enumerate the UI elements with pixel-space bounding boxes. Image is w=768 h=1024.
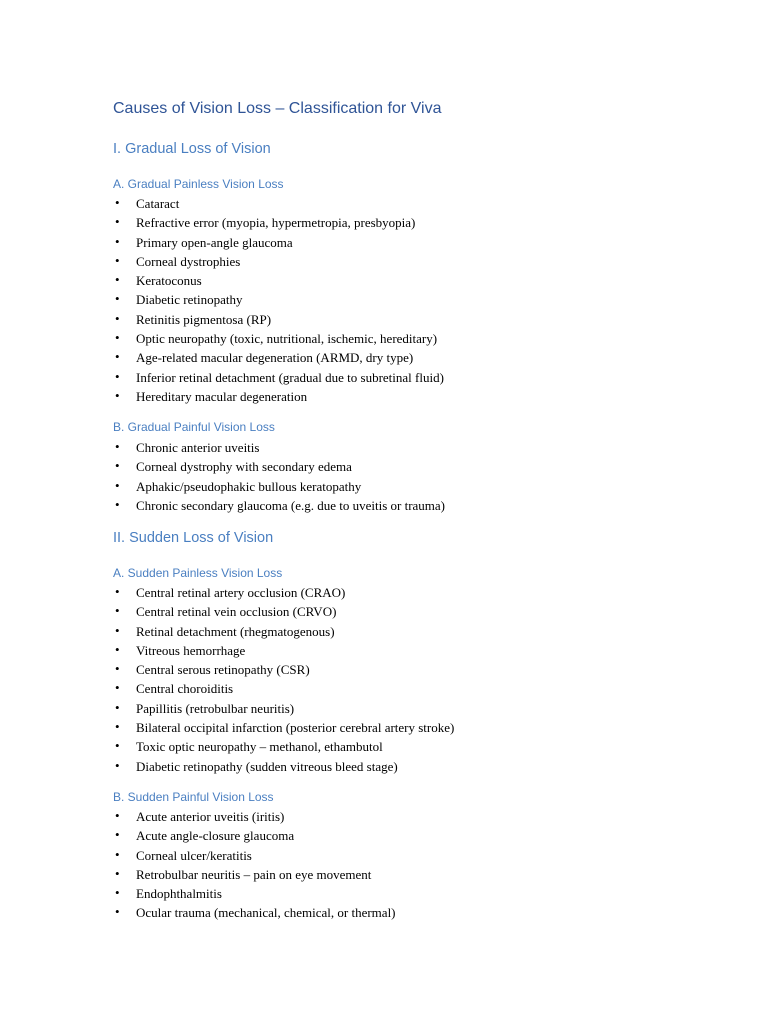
list-item-text: Keratoconus xyxy=(136,273,202,289)
bullet-icon: • xyxy=(115,214,120,230)
subsection-heading-gradual-painless: A. Gradual Painless Vision Loss xyxy=(113,177,284,191)
bullet-icon: • xyxy=(115,757,120,773)
list-item-text: Hereditary macular degeneration xyxy=(136,388,308,404)
list-item-text: Retinal detachment (rhegmatogenous) xyxy=(136,623,335,639)
list-item xyxy=(113,826,396,845)
list-item xyxy=(113,213,444,232)
list-item xyxy=(113,233,444,252)
list-item xyxy=(113,641,454,660)
bullet-icon: • xyxy=(115,496,120,512)
list-item xyxy=(113,310,444,329)
list-item xyxy=(113,348,444,367)
subsection-heading-gradual-painful: B. Gradual Painful Vision Loss xyxy=(113,420,275,434)
list-item xyxy=(113,884,396,903)
list-item-text: Corneal dystrophy with secondary edema xyxy=(136,459,352,475)
bullet-icon: • xyxy=(115,330,120,346)
list-item-text: Endophthalmitis xyxy=(136,886,222,902)
bullet-icon: • xyxy=(115,387,120,403)
list-item-text: Chronic anterior uveitis xyxy=(136,440,260,455)
list-item-text: Corneal ulcer/keratitis xyxy=(136,847,252,863)
bullet-icon: • xyxy=(115,368,120,384)
list-item xyxy=(113,387,444,406)
list-gradual-painful xyxy=(113,438,445,515)
bullet-icon: • xyxy=(115,252,120,268)
list-item xyxy=(113,602,454,621)
list-item-text: Corneal dystrophies xyxy=(136,253,241,269)
list-item xyxy=(113,737,454,756)
list-sudden-painful xyxy=(113,807,396,923)
list-item xyxy=(113,718,454,737)
bullet-icon: • xyxy=(115,865,120,881)
list-item xyxy=(113,194,444,213)
list-item xyxy=(113,660,454,679)
bullet-icon: • xyxy=(115,458,120,474)
list-item xyxy=(113,457,445,476)
bullet-icon: • xyxy=(115,439,120,454)
section-heading-sudden: II. Sudden Loss of Vision xyxy=(113,530,274,546)
list-item-text: Diabetic retinopathy (sudden vitreous bleed stage) xyxy=(136,758,398,774)
subsection-heading-sudden-painless: A. Sudden Painless Vision Loss xyxy=(113,566,283,580)
document-title: Causes of Vision Loss – Classification for Viva xyxy=(113,100,442,117)
bullet-icon: • xyxy=(115,195,120,210)
list-item-text: Central retinal vein occlusion (CRVO) xyxy=(136,604,337,620)
list-item xyxy=(113,757,454,776)
bullet-icon: • xyxy=(115,477,120,493)
list-item-text: Central retinal artery occlusion (CRAO) xyxy=(136,585,346,600)
list-item xyxy=(113,807,396,826)
list-item-text: Retinitis pigmentosa (RP) xyxy=(136,311,272,327)
list-item-text: Acute angle-closure glaucoma xyxy=(136,828,295,844)
list-gradual-painless xyxy=(113,194,444,406)
list-item xyxy=(113,622,454,641)
list-item-text: Vitreous hemorrhage xyxy=(136,642,246,658)
bullet-icon: • xyxy=(115,310,120,326)
bullet-icon: • xyxy=(115,641,120,657)
list-item-text: Central choroiditis xyxy=(136,681,234,697)
list-item xyxy=(113,679,454,698)
bullet-icon: • xyxy=(115,904,120,920)
bullet-icon: • xyxy=(115,885,120,901)
list-item-text: Age-related macular degeneration (ARMD, dry type) xyxy=(136,350,414,366)
list-item xyxy=(113,477,445,496)
list-item-text: Central serous retinopathy (CSR) xyxy=(136,662,310,678)
list-item xyxy=(113,271,444,290)
subsection-heading-sudden-painful: B. Sudden Painful Vision Loss xyxy=(113,790,274,804)
bullet-icon: • xyxy=(115,584,120,599)
list-item xyxy=(113,368,444,387)
list-item-text: Optic neuropathy (toxic, nutritional, ischemic, hereditary) xyxy=(136,331,438,347)
list-sudden-painless xyxy=(113,583,454,776)
list-item-text: Refractive error (myopia, hypermetropia, presbyopia) xyxy=(136,215,416,231)
list-item xyxy=(113,583,454,602)
bullet-icon: • xyxy=(115,738,120,754)
list-item xyxy=(113,290,444,309)
bullet-icon: • xyxy=(115,603,120,619)
bullet-icon: • xyxy=(115,622,120,638)
bullet-icon: • xyxy=(115,719,120,735)
list-item-text: Papillitis (retrobulbar neuritis) xyxy=(136,700,295,716)
list-item xyxy=(113,699,454,718)
bullet-icon: • xyxy=(115,661,120,677)
list-item xyxy=(113,252,444,271)
bullet-icon: • xyxy=(115,808,120,823)
list-item-text: Ocular trauma (mechanical, chemical, or thermal) xyxy=(136,905,396,921)
list-item xyxy=(113,865,396,884)
list-item-text: Chronic secondary glaucoma (e.g. due to uveitis or trauma) xyxy=(136,497,446,513)
list-item-text: Cataract xyxy=(136,196,180,211)
bullet-icon: • xyxy=(115,846,120,862)
list-item-text: Aphakic/pseudophakic bullous keratopathy xyxy=(136,478,362,494)
list-item-text: Acute anterior uveitis (iritis) xyxy=(136,809,285,824)
bullet-icon: • xyxy=(115,233,120,249)
list-item-text: Primary open-angle glaucoma xyxy=(136,234,293,250)
list-item-text: Diabetic retinopathy xyxy=(136,292,243,308)
list-item-text: Bilateral occipital infarction (posterior cerebral artery stroke) xyxy=(136,720,455,736)
section-heading-gradual: I. Gradual Loss of Vision xyxy=(113,141,271,157)
bullet-icon: • xyxy=(115,272,120,288)
list-item-text: Retrobulbar neuritis – pain on eye movement xyxy=(136,866,372,882)
bullet-icon: • xyxy=(115,680,120,696)
bullet-icon: • xyxy=(115,827,120,843)
bullet-icon: • xyxy=(115,291,120,307)
list-item xyxy=(113,496,445,515)
list-item xyxy=(113,329,444,348)
list-item xyxy=(113,438,445,457)
bullet-icon: • xyxy=(115,699,120,715)
bullet-icon: • xyxy=(115,349,120,365)
list-item-text: Inferior retinal detachment (gradual due to subretinal fluid) xyxy=(136,369,444,385)
list-item-text: Toxic optic neuropathy – methanol, ethambutol xyxy=(136,739,383,755)
list-item xyxy=(113,903,396,922)
list-item xyxy=(113,846,396,865)
